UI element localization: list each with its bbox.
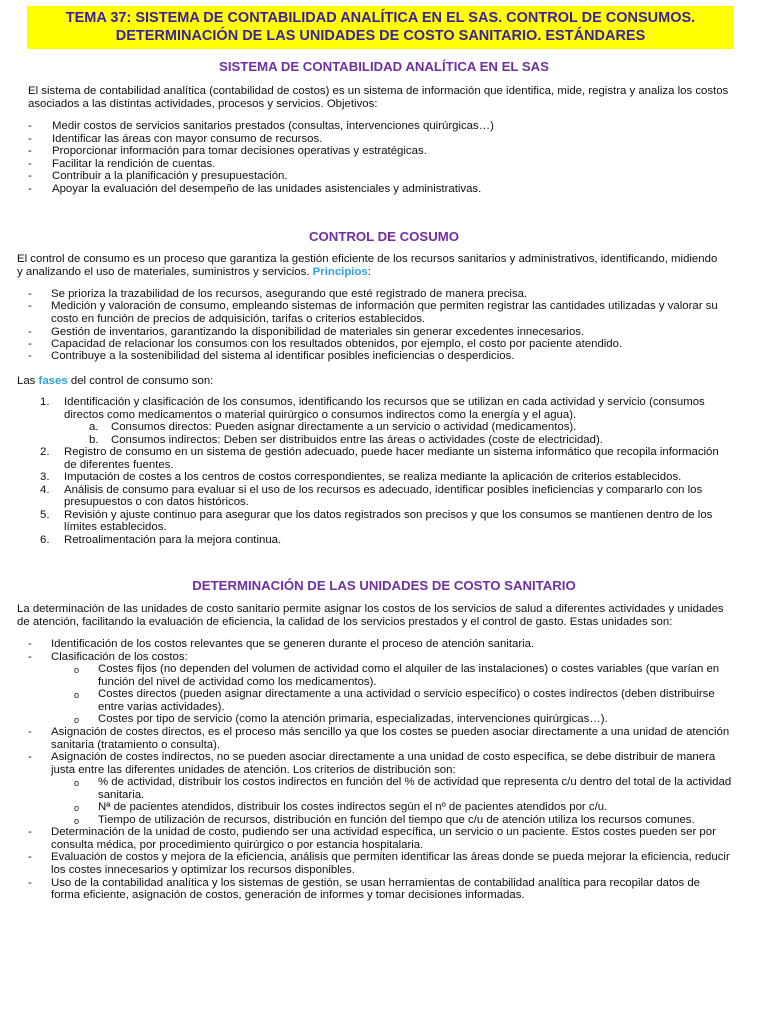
- s1-item: Medir costos de servicios sanitarios prestados (consultas, intervenciones quirúrgicas…): [52, 120, 494, 132]
- bullet-dash: -: [28, 751, 32, 763]
- principios-highlight: Principios: [312, 266, 368, 278]
- phase-item-continued: de diferentes fuentes.: [64, 459, 174, 471]
- s3-item: Asignación de costes directos, es el proceso más sencillo ya que los costes se pueden asociar directamente a una unidad de atención: [51, 726, 730, 738]
- s3-item: Clasificación de los costos:: [51, 651, 188, 663]
- phase-item: Registro de consumo en un sistema de gestión adecuado, puede hacer mediante un sistema informático que recopila información: [64, 446, 719, 458]
- bullet-dash: -: [28, 158, 32, 170]
- s3-subitem: Tiempo de utilización de recursos, distribución en función del tiempo que c/u de atención utiliza los recursos comunes.: [98, 814, 695, 826]
- bullet-dash: -: [28, 851, 32, 863]
- bullet-dash: -: [28, 133, 32, 145]
- s3-item: Uso de la contabilidad analítica y los sistemas de gestión, se usan herramientas de contabilidad analítica para recopilar datos de: [51, 877, 701, 889]
- s3-item-continued: sanitaria (tratamiento o consulta).: [51, 739, 221, 751]
- s1-intro-line-2: asociados a las distintas actividades, procesos y servicios. Objetivos:: [28, 98, 378, 110]
- title-line-2: DETERMINACIÓN DE LAS UNIDADES DE COSTO SANITARIO. ESTÁNDARES: [115, 28, 646, 44]
- s3-intro-line-1: La determinación de las unidades de costo sanitario permite asignar los costos de los servicios de salud a diferentes actividades y unidades: [17, 603, 724, 615]
- bullet-dash: -: [28, 638, 32, 650]
- bullet-dash: -: [28, 726, 32, 738]
- s2-intro-line-2: y analizando el uso de materiales, suministros y servicios. Principios:: [17, 266, 371, 278]
- bullet-dash: -: [28, 651, 32, 663]
- s3-item-continued: justa entre las diferentes unidades de atención. Los criterios de distribución son:: [51, 764, 456, 776]
- s3-item: Evaluación de costos y mejora de la eficiencia, análisis que permiten identificar las áreas donde se pueda mejorar la eficiencia, reducir: [51, 851, 730, 863]
- s3-subitem: % de actividad, distribuir los costos indirectos en función del % de actividad que representa c/u dentro del total de la actividad: [98, 776, 732, 788]
- s1-item: Contribuir a la planificación y presupuestación.: [52, 170, 288, 182]
- s2-item: Capacidad de relacionar los consumos con los resultados obtenidos, por ejemplo, el costo por paciente atendido.: [51, 338, 623, 350]
- s3-subitem: Costes directos (pueden asignar directamente a una actividad o servicio específico) o costes indirectos (deben distribuirse: [98, 688, 715, 700]
- phase-item-continued: límites establecidos.: [64, 521, 167, 533]
- fases-intro: Las fases del control de consumo son:: [17, 375, 214, 387]
- title-line-1: TEMA 37: SISTEMA DE CONTABILIDAD ANALÍTICA EN EL SAS. CONTROL DE CONSUMOS.: [65, 10, 696, 26]
- s2-item: Contribuye a la sostenibilidad del sistema al identificar posibles ineficiencias o desperdicios.: [51, 350, 515, 362]
- bullet-circle: o: [74, 816, 80, 826]
- bullet-circle: o: [74, 715, 80, 725]
- phase-sub-item: Consumos directos: Pueden asignar directamente a un servicio o actividad (medicamentos).: [111, 421, 577, 433]
- phase-item: Revisión y ajuste continuo para asegurar que los datos registrados son precisos y que los consumos se mantienen dentro de los: [64, 509, 713, 521]
- bullet-dash: -: [28, 288, 32, 300]
- bullet-dash: -: [28, 183, 32, 195]
- s2-intro-line-1: El control de consumo es un proceso que garantiza la gestión eficiente de los recursos sanitarios y administrativos, identificando, midiendo: [17, 253, 718, 265]
- bullet-dash: -: [28, 826, 32, 838]
- section-heading-unidades: DETERMINACIÓN DE LAS UNIDADES DE COSTO SANITARIO: [192, 578, 576, 593]
- s3-item: Identificación de los costos relevantes que se generen durante el proceso de atención sanitaria.: [51, 638, 535, 650]
- s1-item: Apoyar la evaluación del desempeño de las unidades asistenciales y administrativas.: [52, 183, 482, 195]
- s2-item-continued: costo en función de precios de adquisición, tarifas o criterios establecidos.: [51, 313, 426, 325]
- s1-item: Proporcionar información para tomar decisiones operativas y estratégicas.: [52, 145, 427, 157]
- s3-item-continued: forma eficiente, asignación de costos, generación de informes y tomar decisiones informadas.: [51, 889, 525, 901]
- title-banner: [27, 6, 734, 49]
- phase-number: 4.: [40, 484, 50, 496]
- section-heading-contabilidad: SISTEMA DE CONTABILIDAD ANALÍTICA EN EL SAS: [219, 59, 549, 74]
- bullet-dash: -: [28, 300, 32, 312]
- s3-item-continued: los costes innecesarios y optimizar los recursos disponibles.: [51, 864, 355, 876]
- phase-number: 1.: [40, 396, 50, 408]
- bullet-circle: o: [74, 778, 80, 788]
- s3-subitem-continued: función del nivel de actividad como los medicamentos).: [98, 676, 377, 688]
- s1-intro-line-1: El sistema de contabilidad analítica (contabilidad de costos) es un sistema de información que identifica, mide, registra y analiza los costos: [28, 85, 729, 97]
- bullet-dash: -: [28, 350, 32, 362]
- phase-item-continued: directos como medicamentos o material quirúrgico o consumos indirectos como la energía y el agua).: [64, 409, 577, 421]
- bullet-dash: -: [28, 338, 32, 350]
- phase-item-continued: presupuestos o con datos históricos.: [64, 496, 249, 508]
- s3-intro-line-2: de atención, facilitando la evaluación de eficiencia, la calidad de los servicios prestados y el control de gasto. Estas unidades son:: [17, 616, 673, 628]
- s3-subitem-continued: entre varias actividades).: [98, 701, 225, 713]
- phase-item: Retroalimentación para la mejora continua.: [64, 534, 282, 546]
- section-heading-control: CONTROL DE COSUMO: [309, 229, 459, 244]
- phase-number: 6.: [40, 534, 50, 546]
- s3-subitem: Costes fijos (no dependen del volumen de actividad como el alquiler de las instalaciones) o costes variables (que varían en: [98, 663, 720, 675]
- bullet-circle: o: [74, 665, 80, 675]
- s2-item: Medición y valoración de consumo, empleando sistemas de información que permiten registrar las cantidades utilizadas y valorar su: [51, 300, 718, 312]
- phase-number: 2.: [40, 446, 50, 458]
- s1-item: Identificar las áreas con mayor consumo de recursos.: [52, 133, 323, 145]
- s3-item: Determinación de la unidad de costo, pudiendo ser una actividad específica, un servicio o un paciente. Estos costes pueden ser por: [51, 826, 716, 838]
- bullet-dash: -: [28, 877, 32, 889]
- s3-item-continued: consulta médica, por procedimiento quirúrgico o por estancia hospitalaria.: [51, 839, 424, 851]
- phase-number: 5.: [40, 509, 50, 521]
- fases-highlight: fases: [38, 375, 68, 387]
- bullet-dash: -: [28, 326, 32, 338]
- phase-sub-letter: b.: [89, 434, 99, 446]
- s2-item: Gestión de inventarios, garantizando la disponibilidad de materiales sin generar excedentes innecesarios.: [51, 326, 585, 338]
- phase-sub-letter: a.: [89, 421, 99, 433]
- phase-item: Imputación de costes a los centros de costos correspondientes, se realiza mediante la aplicación de criterios establecidos.: [64, 471, 682, 483]
- s1-item: Facilitar la rendición de cuentas.: [52, 158, 216, 170]
- phase-item: Análisis de consumo para evaluar si el uso de los recursos es adecuado, identificar posibles ineficiencias y compararlo con los: [64, 484, 703, 496]
- s3-subitem: Nª de pacientes atendidos, distribuir los costes indirectos según el nº de pacientes atendidos por c/u.: [98, 801, 608, 813]
- s3-subitem: Costes por tipo de servicio (como la atención primaria, especializadas, intervenciones quirúrgicas…).: [98, 713, 608, 725]
- s3-subitem-continued: sanitaria.: [98, 789, 145, 801]
- bullet-circle: o: [74, 690, 80, 700]
- phase-number: 3.: [40, 471, 50, 483]
- bullet-dash: -: [28, 120, 32, 132]
- bullet-dash: -: [28, 145, 32, 157]
- bullet-circle: o: [74, 803, 80, 813]
- bullet-dash: -: [28, 170, 32, 182]
- s3-item: Asignación de costes indirectos, no se pueden asociar directamente a una unidad de costo específica, se debe distribuir de manera: [51, 751, 716, 763]
- phase-item: Identificación y clasificación de los consumos, identificando los recursos que se utilizan en cada actividad y servicio (consumos: [64, 396, 705, 408]
- phase-sub-item: Consumos indirectos: Deben ser distribuidos entre las áreas o actividades (coste de electricidad).: [111, 434, 603, 446]
- s2-item: Se prioriza la trazabilidad de los recursos, asegurando que esté registrado de manera precisa.: [51, 288, 528, 300]
